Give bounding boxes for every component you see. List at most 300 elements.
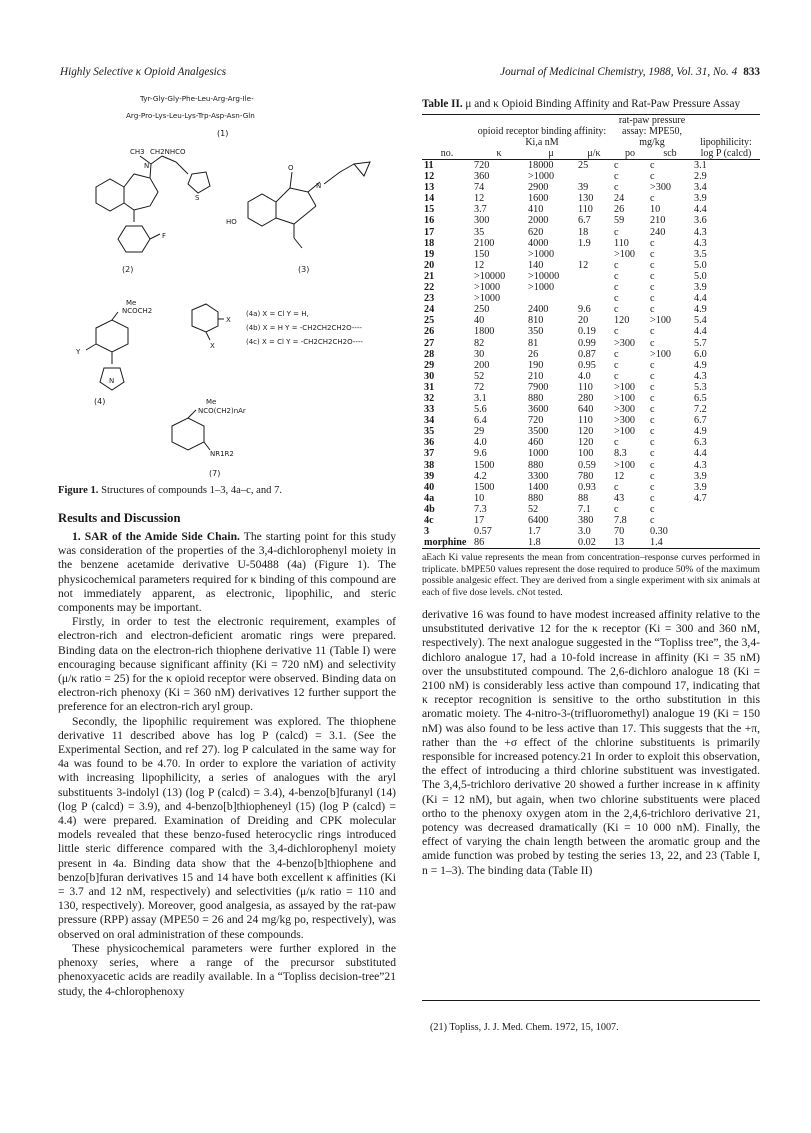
table-cell: 12: [474, 259, 485, 271]
table-cell: 6.7: [694, 415, 707, 427]
table-row: [422, 326, 760, 337]
table-cell: 720: [474, 160, 490, 171]
table-row: [422, 249, 760, 260]
table-cell: 72: [474, 381, 485, 393]
compound-number-cell: 12: [424, 171, 435, 183]
running-head-title: Highly Selective κ Opioid Analgesics: [60, 66, 227, 78]
table-cell: [576, 249, 612, 260]
table-cell: 1500: [474, 459, 495, 471]
table-cell: c: [614, 182, 619, 194]
table-cell: 140: [528, 259, 544, 271]
table-cell: 4.4: [694, 448, 707, 460]
table-cell: c: [614, 171, 619, 183]
compound-number-cell: 24: [424, 304, 435, 316]
table-cell: >1000: [474, 282, 501, 294]
atom-f: F: [162, 232, 167, 240]
atom-me-4: Me: [126, 299, 137, 307]
reference-21: (21) Topliss, J. J. Med. Chem. 1972, 15, 1007.: [430, 1022, 619, 1033]
table-cell: >1000: [474, 293, 501, 305]
table-row: [422, 448, 760, 459]
table-cell: 35: [474, 226, 485, 238]
table-row: [422, 227, 760, 238]
table-cell: 39: [578, 182, 589, 194]
table-row: [422, 282, 760, 293]
table-cell: c: [650, 359, 655, 371]
table-cell: 86: [474, 537, 485, 549]
table-cell: c: [650, 415, 655, 427]
table-cell: 4.3: [694, 370, 707, 382]
table-cell: c: [650, 293, 655, 305]
table-cell: 5.0: [694, 259, 707, 271]
table-cell: 6.3: [694, 437, 707, 449]
table-row: [422, 537, 760, 548]
compound-number-cell: 38: [424, 459, 435, 471]
table-cell: 5.4: [694, 315, 707, 327]
table-cell: 74: [474, 182, 485, 194]
table-row: [422, 293, 760, 304]
table-cell: 110: [614, 237, 629, 249]
table-cell: >300: [650, 182, 672, 194]
table-cell: c: [650, 282, 655, 294]
table-cell: 4.0: [474, 437, 487, 449]
table-cell: 300: [474, 215, 490, 227]
table-cell: c: [650, 171, 655, 183]
table-cell: 6.7: [578, 215, 591, 227]
table-cell: c: [650, 370, 655, 382]
table-cell: c: [650, 515, 655, 526]
peptide-line-2: Arg-Pro-Lys-Leu-Lys-Trp-Asp-Asn-Gln: [126, 111, 255, 120]
atom-n: N: [144, 162, 150, 170]
table-cell: c: [650, 160, 655, 171]
table-col-no: no.: [440, 148, 454, 159]
table-cell: c: [614, 304, 619, 316]
figure-caption-label: Figure 1.: [58, 485, 99, 496]
table-cell: 4.0: [578, 370, 591, 382]
table-cell: 720: [528, 415, 544, 427]
table-cell: c: [650, 270, 655, 282]
compound-label-7: (7): [209, 469, 221, 478]
table-cell: c: [650, 259, 655, 271]
compound-number-cell: 26: [424, 326, 435, 338]
table-cell: 0.99: [578, 337, 596, 349]
table-cell: 360: [474, 171, 490, 183]
table-cell: 210: [528, 370, 544, 382]
atom-x-para: X: [226, 316, 231, 324]
figure-1: [58, 92, 396, 484]
table-cell: 3600: [528, 404, 549, 416]
table-cell: 1.4: [650, 537, 663, 549]
table-cell: 3.9: [694, 282, 707, 294]
table-cell: 25: [578, 160, 589, 171]
compound-label-4: (4): [94, 397, 106, 406]
table-cell: 52: [474, 370, 485, 382]
atom-o: O: [288, 164, 294, 172]
compound-number-cell: 34: [424, 415, 435, 427]
compound-number-cell: 14: [424, 193, 435, 205]
table-cell: 7.2: [694, 404, 707, 416]
table-cell: 0.30: [650, 526, 668, 538]
compound-label-1: (1): [217, 129, 229, 138]
paragraph-sar-text: The starting point for this study was consideration of the properties of the 3,4-dichlorophenyl moiety in the benzene acetamide derivative U-50488 (4a) (Figure 1). The physicochemical parameters required for κ binding of this compound are not immediately apparent, as electronic, lipophilic, and steric components may be important.: [58, 530, 396, 615]
table-cell: 3.9: [694, 481, 707, 493]
table-cell: >1000: [528, 282, 555, 294]
compound-number-cell: 19: [424, 248, 435, 260]
table-cell: >10000: [528, 270, 560, 282]
table-cell: 20: [578, 315, 589, 327]
table-cell: 3.4: [694, 182, 707, 194]
legend-4a: (4a) X = Cl Y = H,: [246, 310, 309, 318]
table-cell: 0.93: [578, 481, 596, 493]
table-cell: 12: [474, 193, 485, 205]
table-cell: >100: [614, 392, 636, 404]
table-cell: >300: [614, 337, 636, 349]
table-cell: 640: [578, 404, 594, 416]
table-cell: c: [614, 348, 619, 360]
table-row: [422, 426, 760, 437]
compound-number-cell: 15: [424, 204, 435, 216]
table-cell: 190: [528, 359, 544, 371]
table-row: [422, 482, 760, 493]
table-cell: 880: [528, 459, 544, 471]
table-row: [422, 271, 760, 282]
table-cell: 4.9: [694, 359, 707, 371]
compound-number-cell: 31: [424, 381, 435, 393]
journal-citation: Journal of Medicinal Chemistry, 1988, Vol. 31, No. 4: [500, 66, 738, 78]
table-cell: 100: [578, 448, 594, 460]
table-cell: 110: [578, 415, 593, 427]
table-cell: 0.95: [578, 359, 596, 371]
table-cell: c: [614, 160, 619, 171]
table-cell: >100: [650, 348, 672, 360]
atom-nr1r2: NR1R2: [210, 450, 234, 458]
table-cell: c: [614, 326, 619, 338]
table-cell: 0.57: [474, 526, 492, 538]
table-cell: 4.3: [694, 237, 707, 249]
table-row: [422, 215, 760, 226]
table-cell: c: [614, 437, 619, 449]
compound-number-cell: 40: [424, 481, 435, 493]
table-cell: >300: [614, 404, 636, 416]
binding-table: [422, 114, 760, 548]
compound-number-cell: 13: [424, 182, 435, 194]
table-cell: 880: [528, 492, 544, 504]
table-cell: 8.3: [614, 448, 627, 460]
table-row: [422, 371, 760, 382]
table-cell: >10000: [474, 270, 506, 282]
table-cell: 4.4: [694, 204, 707, 216]
compound-number-cell: 29: [424, 359, 435, 371]
table-cell: 780: [578, 470, 594, 482]
table-cell: 250: [474, 304, 490, 316]
paragraph-topliss: derivative 16 was found to have modest increased affinity relative to the unsubstituted derivative 12 for the κ receptor (Ki = 300 and 360 nM, respectively). The next analogue suggested in the “Topliss tree”, the 3,4-dichloro analogue 17, had a 10-fold increase in affinity (Ki = 35 nM) over the unsubstituted compound. The 2,6-dichloro analogue 18 (Ki = 2100 nM) is considerably less active than compound 17, indicating that κ receptor recognition is sensitive to the ortho substitution in this aromatic moiety. The 4-nitro-3-(trifluoromethyl) analogue 19 (Ki = 150 nM) was also found to be less active than 17. This suggests that the +π, rather than the +σ effect of the chlorine substituents is primarily responsible for increased potency.21 In order to exploit this observation, the effect of introducing a third chlorine substituent was investigated. The 3,4,5-trichloro derivative 20 showed a further increase in κ affinity (Ki = 12 nM), but again, when two chlorine substituents were placed ortho to the phenoxy oxygen atom in the 2,4,6-trichloro derivative 21, potency was decreased dramatically (Ki = 10 000 nM). Finally, the effect of varying the chain length between the aromatic group and the amide function was probed by testing the series 13, 22, and 23 (Table I, n = 1–3). The binding data (Table II): [422, 607, 760, 877]
table-cell: 380: [578, 515, 594, 526]
table-cell: 4.2: [474, 470, 487, 482]
peptide-line-1: Tyr-Gly-Gly-Phe-Leu-Arg-Arg-Ile-: [140, 94, 254, 103]
table-cell: 52: [528, 503, 539, 515]
table-cell: 280: [578, 392, 594, 404]
table-cell: 150: [474, 248, 490, 260]
table-cell: 4.4: [694, 326, 707, 338]
table-head-binding: opioid receptor binding affinity: Ki,a nM: [472, 115, 612, 149]
table-cell: >100: [650, 315, 672, 327]
compound-number-cell: 22: [424, 282, 435, 294]
table-cell: 1600: [528, 193, 549, 205]
table-cell: [576, 271, 612, 282]
compound-number-cell: 35: [424, 426, 435, 438]
compound-number-cell: 32: [424, 392, 435, 404]
table-cell: c: [614, 259, 619, 271]
atom-ch3: CH3: [130, 148, 145, 156]
table-cell: >100: [614, 426, 636, 438]
table-row: [422, 182, 760, 193]
compound-label-3: (3): [298, 265, 310, 274]
table-cell: 6.5: [694, 392, 707, 404]
table-cell: 6.4: [474, 415, 487, 427]
table-cell: 2000: [528, 215, 549, 227]
table-cell: c: [650, 381, 655, 393]
table-cell: 18: [578, 226, 589, 238]
table-row: [422, 360, 760, 371]
table-cell: 4.3: [694, 459, 707, 471]
table-cell: 1800: [474, 326, 495, 338]
compound-number-cell: 33: [424, 404, 435, 416]
table-cell: 120: [578, 437, 594, 449]
table-cell: c: [614, 270, 619, 282]
table-cell: 2400: [528, 304, 549, 316]
table-cell: c: [614, 282, 619, 294]
table-row: [422, 471, 760, 482]
table-row: [422, 315, 760, 326]
table-cell: 82: [474, 337, 485, 349]
compound-number-cell: 30: [424, 370, 435, 382]
compound-number-cell: 39: [424, 470, 435, 482]
compound-number-cell: 4c: [424, 515, 434, 526]
table-cell: 7.1: [578, 503, 591, 515]
table-cell: 3500: [528, 426, 549, 438]
atom-nco-chain: NCO(CH2)nAr: [198, 407, 246, 415]
table-cell: 9.6: [474, 448, 487, 460]
compound-number-cell: 3: [424, 526, 430, 538]
table-cell: 13: [614, 537, 625, 549]
table-cell: 110: [578, 381, 593, 393]
figure-1-structures: [58, 92, 396, 484]
table-cell: 9.6: [578, 304, 591, 316]
table-cell: [576, 282, 612, 293]
table-cell: [692, 537, 760, 548]
table-cell: 0.87: [578, 348, 596, 360]
table-cell: 59: [614, 215, 625, 227]
atom-ch2nhco: CH2NHCO: [150, 148, 186, 156]
table-cell: c: [650, 448, 655, 460]
paragraph-sar: [58, 530, 396, 615]
table-col-sc: scb: [663, 148, 677, 159]
table-cell: c: [650, 326, 655, 338]
table-cell: 2.9: [694, 171, 707, 183]
table-cell: 6.0: [694, 348, 707, 360]
table-cell: c: [650, 337, 655, 349]
table-cell: 3.5: [694, 248, 707, 260]
table-head-rpp: rat-paw pressure assay: MPE50, mg/kg: [612, 115, 692, 149]
table-cell: 81: [528, 337, 539, 349]
table-cell: 620: [528, 226, 544, 238]
table-cell: 6400: [528, 515, 549, 526]
table-cell: 130: [578, 193, 594, 205]
compound-number-cell: 27: [424, 337, 435, 349]
table-cell: c: [614, 293, 619, 305]
table-cell: 3.1: [694, 160, 707, 171]
table-row: [422, 260, 760, 271]
section-heading: Results and Discussion: [58, 511, 181, 525]
atom-y: Y: [76, 348, 81, 356]
structure-7: [172, 398, 246, 478]
table-cell: [692, 504, 760, 515]
table-cell: 7.8: [614, 515, 627, 526]
atom-s: S: [195, 194, 200, 202]
table-cell: 30: [474, 348, 485, 360]
table-cell: 1.9: [578, 237, 591, 249]
table-cell: 5.3: [694, 381, 707, 393]
table-cell: 10: [474, 492, 485, 504]
table-label: Table II.: [422, 98, 463, 110]
table-cell: >1000: [528, 248, 555, 260]
table-cell: 0.19: [578, 326, 596, 338]
left-column: [58, 92, 396, 999]
table-cell: 7900: [528, 381, 549, 393]
table-bottom-rule: [422, 548, 760, 549]
table-cell: [576, 293, 612, 304]
table-cell: 17: [474, 515, 485, 526]
table-cell: >100: [614, 459, 636, 471]
figure-caption-text: Structures of compounds 1–3, 4a–c, and 7.: [98, 485, 283, 496]
table-cell: 88: [578, 492, 589, 504]
table-row: [422, 526, 760, 537]
table-cell: >100: [614, 381, 636, 393]
paragraph-phenoxy: These physicochemical parameters were further explored in the phenoxy series, where a range of the precursor substituted phenoxyacetic acids are readily available. In a “Topliss decision-tree”21 study, the 4-chlorophenoxy: [58, 941, 396, 998]
table-cell: [692, 515, 760, 526]
table-cell: 120: [578, 426, 594, 438]
compound-number-cell: 18: [424, 237, 435, 249]
right-column: [422, 98, 760, 878]
table-cell: c: [650, 404, 655, 416]
table-footnote: aEach Ki value represents the mean from concentration–response curves performed in triplicate. bMPE50 values represent the dose required to produce 50% of the maximum possible analgesic effect. They are derived from a single experiment with six animals at each of five dose levels. cNot tested.: [422, 552, 760, 598]
table-body: [422, 160, 760, 548]
table-cell: c: [650, 304, 655, 316]
table-cell: 29: [474, 426, 485, 438]
table-title-text: μ and κ Opioid Binding Affinity and Rat-Paw Pressure Assay: [462, 98, 741, 110]
table-cell: 240: [650, 226, 666, 238]
table-cell: c: [614, 359, 619, 371]
table-cell: 5.6: [474, 404, 487, 416]
table-cell: c: [650, 437, 655, 449]
atom-n-3: N: [316, 182, 322, 190]
table-cell: 5.0: [694, 270, 707, 282]
compound-number-cell: 36: [424, 437, 435, 449]
table-row: [422, 304, 760, 315]
table-cell: 4.4: [694, 293, 707, 305]
table-row: [422, 193, 760, 204]
table-cell: 70: [614, 526, 625, 538]
table-cell: 12: [614, 470, 625, 482]
table-title: [422, 98, 760, 111]
table-head-blank: [422, 115, 472, 149]
table-cell: 26: [614, 204, 625, 216]
table-cell: 410: [528, 204, 544, 216]
table-cell: 3.0: [578, 526, 591, 538]
compound-number-cell: 17: [424, 226, 435, 238]
compound-number-cell: 4b: [424, 503, 435, 515]
table-row: [422, 382, 760, 393]
table-row: [422, 171, 760, 182]
table-cell: 7.3: [474, 503, 487, 515]
table-row: [422, 404, 760, 415]
table-cell: c: [650, 470, 655, 482]
table-row: [422, 460, 760, 471]
table-cell: c: [650, 237, 655, 249]
table-cell: 10: [650, 204, 661, 216]
table-cell: 880: [528, 392, 544, 404]
table-row: [422, 204, 760, 215]
subsection-runin: 1. SAR of the Amide Side Chain.: [72, 530, 240, 543]
table-cell: c: [650, 392, 655, 404]
table-cell: 110: [578, 204, 593, 216]
compound-number-cell: 20: [424, 259, 435, 271]
table-cell: [576, 171, 612, 182]
compound-number-cell: 25: [424, 315, 435, 327]
table-cell: c: [650, 193, 655, 205]
legend-4c: (4c) X = Cl Y = -CH2CH2CH2O----: [246, 338, 363, 346]
table-cell: [692, 526, 760, 537]
compound-number-cell: 4a: [424, 492, 435, 504]
table-cell: 1.8: [528, 537, 541, 549]
atom-n-4: N: [109, 377, 115, 385]
table-cell: 1000: [528, 448, 549, 460]
table-row: [422, 437, 760, 448]
table-cell: 4.9: [694, 304, 707, 316]
table-cell: 210: [650, 215, 666, 227]
table-cell: 2100: [474, 237, 495, 249]
table-cell: 3.7: [474, 204, 487, 216]
table-col-kappa: κ: [496, 148, 502, 159]
table-cell: c: [650, 503, 655, 515]
table-cell: 3.9: [694, 470, 707, 482]
table-cell: >1000: [528, 171, 555, 183]
compound-number-cell: 16: [424, 215, 435, 227]
running-head-journal: [500, 66, 760, 78]
atom-me-7: Me: [206, 398, 217, 406]
table-row: [422, 504, 760, 515]
table-cell: 1400: [528, 481, 549, 493]
table-cell: c: [614, 226, 619, 238]
table-cell: c: [650, 492, 655, 504]
table-row: [422, 493, 760, 504]
table-cell: 43: [614, 492, 625, 504]
table-cell: 26: [528, 348, 539, 360]
table-cell: 24: [614, 193, 625, 205]
table-cell: 3.9: [694, 193, 707, 205]
page-number: 833: [743, 66, 760, 78]
table-cell: 4.9: [694, 426, 707, 438]
table-cell: 200: [474, 359, 490, 371]
table-row: [422, 393, 760, 404]
table-cell: 460: [528, 437, 544, 449]
table-cell: 4.3: [694, 226, 707, 238]
table-cell: 2900: [528, 182, 549, 194]
table-cell: c: [650, 481, 655, 493]
table-cell: [526, 293, 576, 304]
running-head: [60, 66, 760, 82]
table-cell: c: [614, 370, 619, 382]
table-cell: 1500: [474, 481, 495, 493]
